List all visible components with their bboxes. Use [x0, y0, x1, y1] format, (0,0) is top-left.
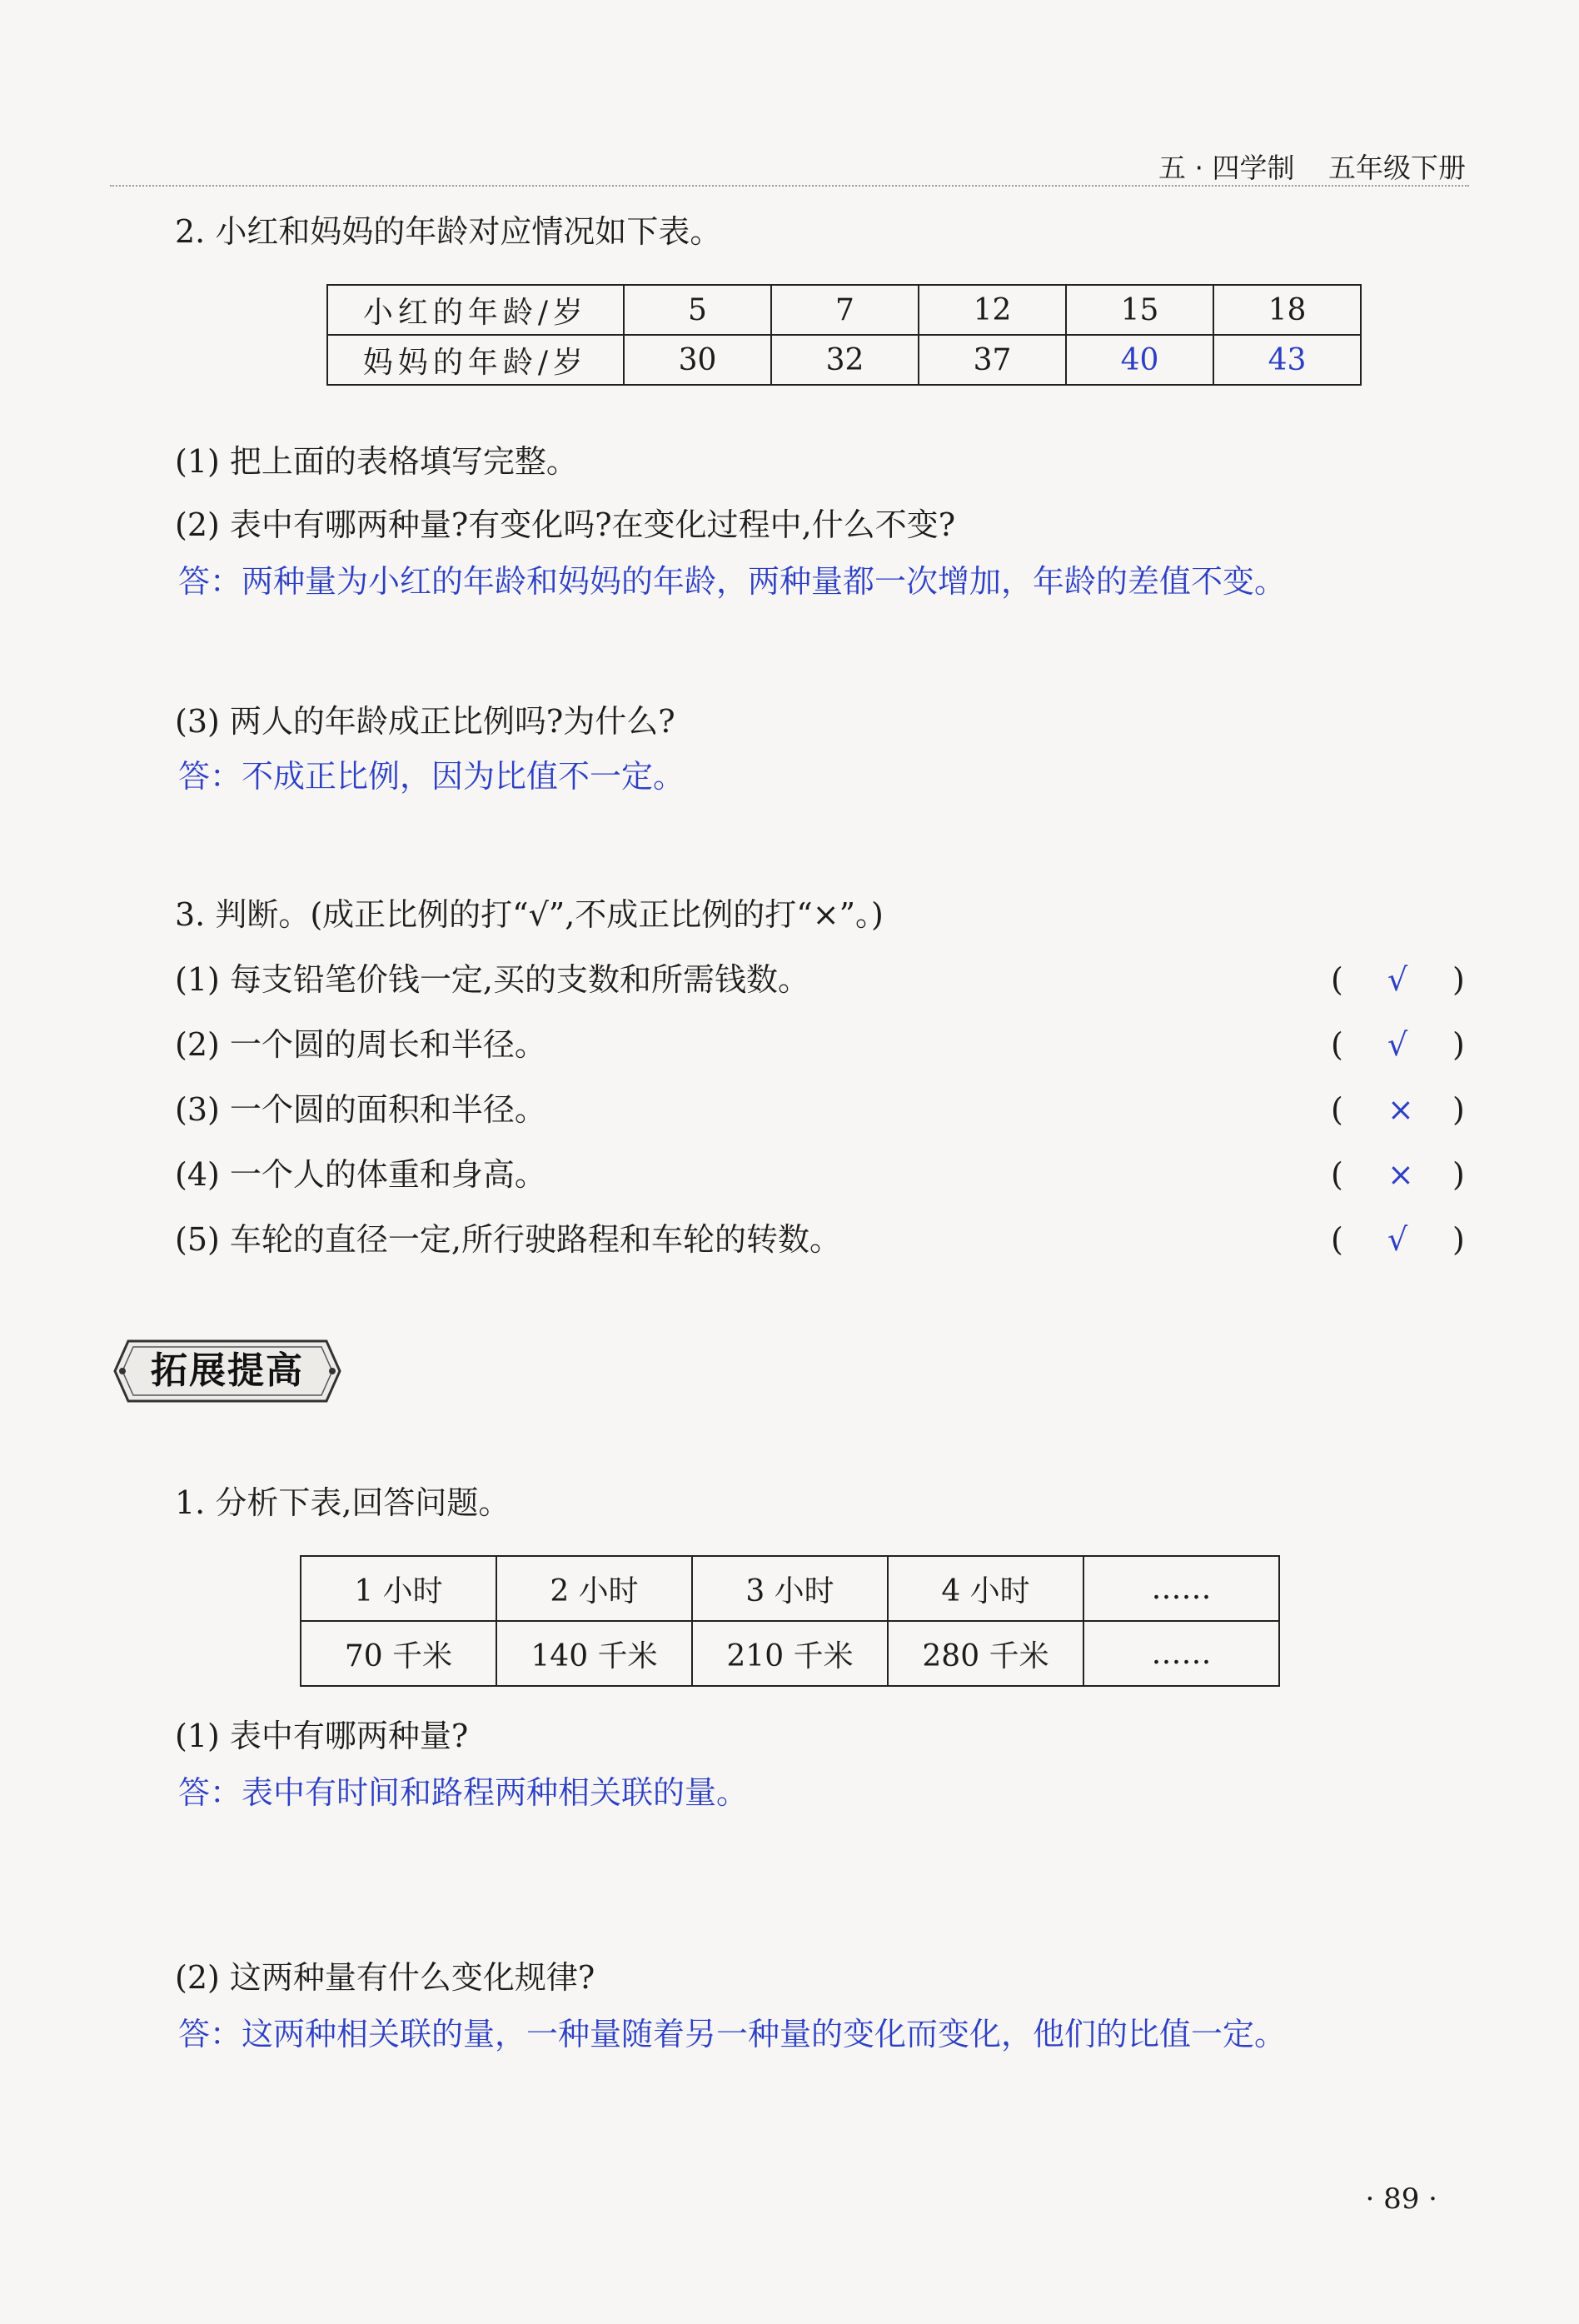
- page-number: · 89 ·: [1365, 2182, 1437, 2216]
- paren-close: ): [1452, 1091, 1465, 1128]
- section-title: 拓展提高: [151, 1349, 304, 1392]
- paren-close: ): [1452, 961, 1465, 998]
- q3-mark-3: ×: [1387, 1091, 1414, 1128]
- q2-answer2: 答：两种量为小红的年龄和妈妈的年龄，两种量都一次增加，年龄的差值不变。: [178, 563, 1287, 600]
- e1-sub2: (2) 这两种量有什么变化规律?: [175, 1959, 595, 1996]
- e1-cell: 1 小时: [301, 1556, 496, 1621]
- paren-open: (: [1331, 1026, 1343, 1063]
- header-series: 五 · 四学制: [1158, 152, 1295, 184]
- table-row: [327, 335, 1361, 385]
- e1-cell: 210 千米: [692, 1621, 888, 1686]
- q2-answer-cell: 40: [1066, 335, 1213, 385]
- e1-cell: ……: [1083, 1556, 1279, 1621]
- q2-cell: 32: [771, 335, 919, 385]
- q2-cell: 15: [1066, 285, 1213, 335]
- q2-age-table: [326, 284, 1362, 386]
- e1-cell: 140 千米: [496, 1621, 692, 1686]
- q3-title: 3. 判断。(成正比例的打“√”,不成正比例的打“×”。): [175, 896, 884, 933]
- e1-cell: 4 小时: [888, 1556, 1083, 1621]
- paren-close: ): [1452, 1221, 1465, 1258]
- q2-answer-cell: 43: [1213, 335, 1361, 385]
- e1-sub1: (1) 表中有哪两种量?: [175, 1718, 469, 1754]
- q2-cell: 12: [919, 285, 1066, 335]
- q2-answer3: 答：不成正比例，因为比值不一定。: [178, 758, 685, 795]
- table-row: [327, 285, 1361, 335]
- q2-title: 2. 小红和妈妈的年龄对应情况如下表。: [175, 213, 722, 250]
- paren-open: (: [1331, 1091, 1343, 1128]
- q3-item-4: (4) 一个人的体重和身高。: [175, 1156, 546, 1193]
- table-row: [301, 1621, 1279, 1686]
- paren-open: (: [1331, 1156, 1343, 1193]
- q3-mark-1: √: [1387, 961, 1408, 998]
- table-row: [301, 1556, 1279, 1621]
- e1-cell: 3 小时: [692, 1556, 888, 1621]
- q3-answer-box-4: [1331, 1156, 1466, 1194]
- header-grade: 五年级下册: [1328, 152, 1466, 184]
- e1-answer2: 答：这两种相关联的量，一种量随着另一种量的变化而变化，他们的比值一定。: [178, 2016, 1287, 2052]
- running-header: [1133, 147, 1466, 186]
- e1-title: 1. 分析下表,回答问题。: [175, 1484, 511, 1521]
- e1-distance-table: [300, 1555, 1280, 1687]
- e1-cell: 70 千米: [301, 1621, 496, 1686]
- q3-answer-box-5: [1331, 1221, 1466, 1259]
- q2-cell: 18: [1213, 285, 1361, 335]
- e1-cell: 280 千米: [888, 1621, 1083, 1686]
- q3-item-2: (2) 一个圆的周长和半径。: [175, 1026, 546, 1063]
- e1-answer1: 答：表中有时间和路程两种相关联的量。: [178, 1774, 749, 1811]
- q3-answer-box-2: [1331, 1026, 1466, 1065]
- section-banner: [110, 1336, 345, 1406]
- q2-sub1: (1) 把上面的表格填写完整。: [175, 443, 578, 480]
- paren-open: (: [1331, 961, 1343, 998]
- q3-item-1: (1) 每支铅笔价钱一定,买的支数和所需钱数。: [175, 961, 809, 998]
- q3-mark-5: √: [1387, 1221, 1408, 1258]
- e1-cell: 2 小时: [496, 1556, 692, 1621]
- q3-item-3: (3) 一个圆的面积和半径。: [175, 1091, 546, 1128]
- q2-row1-label: 小红的年龄/岁: [327, 285, 624, 335]
- paren-close: ): [1452, 1026, 1465, 1063]
- q2-row2-label: 妈妈的年龄/岁: [327, 335, 624, 385]
- paren-open: (: [1331, 1221, 1343, 1258]
- paren-close: ): [1452, 1156, 1465, 1193]
- q2-sub2: (2) 表中有哪两种量?有变化吗?在变化过程中,什么不变?: [175, 506, 956, 543]
- header-divider: [110, 185, 1469, 187]
- q2-sub3: (3) 两人的年龄成正比例吗?为什么?: [175, 703, 675, 740]
- q2-cell: 5: [624, 285, 771, 335]
- q3-answer-box-1: [1331, 961, 1466, 1000]
- q2-cell: 30: [624, 335, 771, 385]
- q3-mark-4: ×: [1387, 1156, 1414, 1193]
- q2-cell: 37: [919, 335, 1066, 385]
- q3-answer-box-3: [1331, 1091, 1466, 1130]
- e1-cell: ……: [1083, 1621, 1279, 1686]
- q2-cell: 7: [771, 285, 919, 335]
- q3-mark-2: √: [1387, 1026, 1408, 1063]
- q3-item-5: (5) 车轮的直径一定,所行驶路程和车轮的转数。: [175, 1221, 841, 1258]
